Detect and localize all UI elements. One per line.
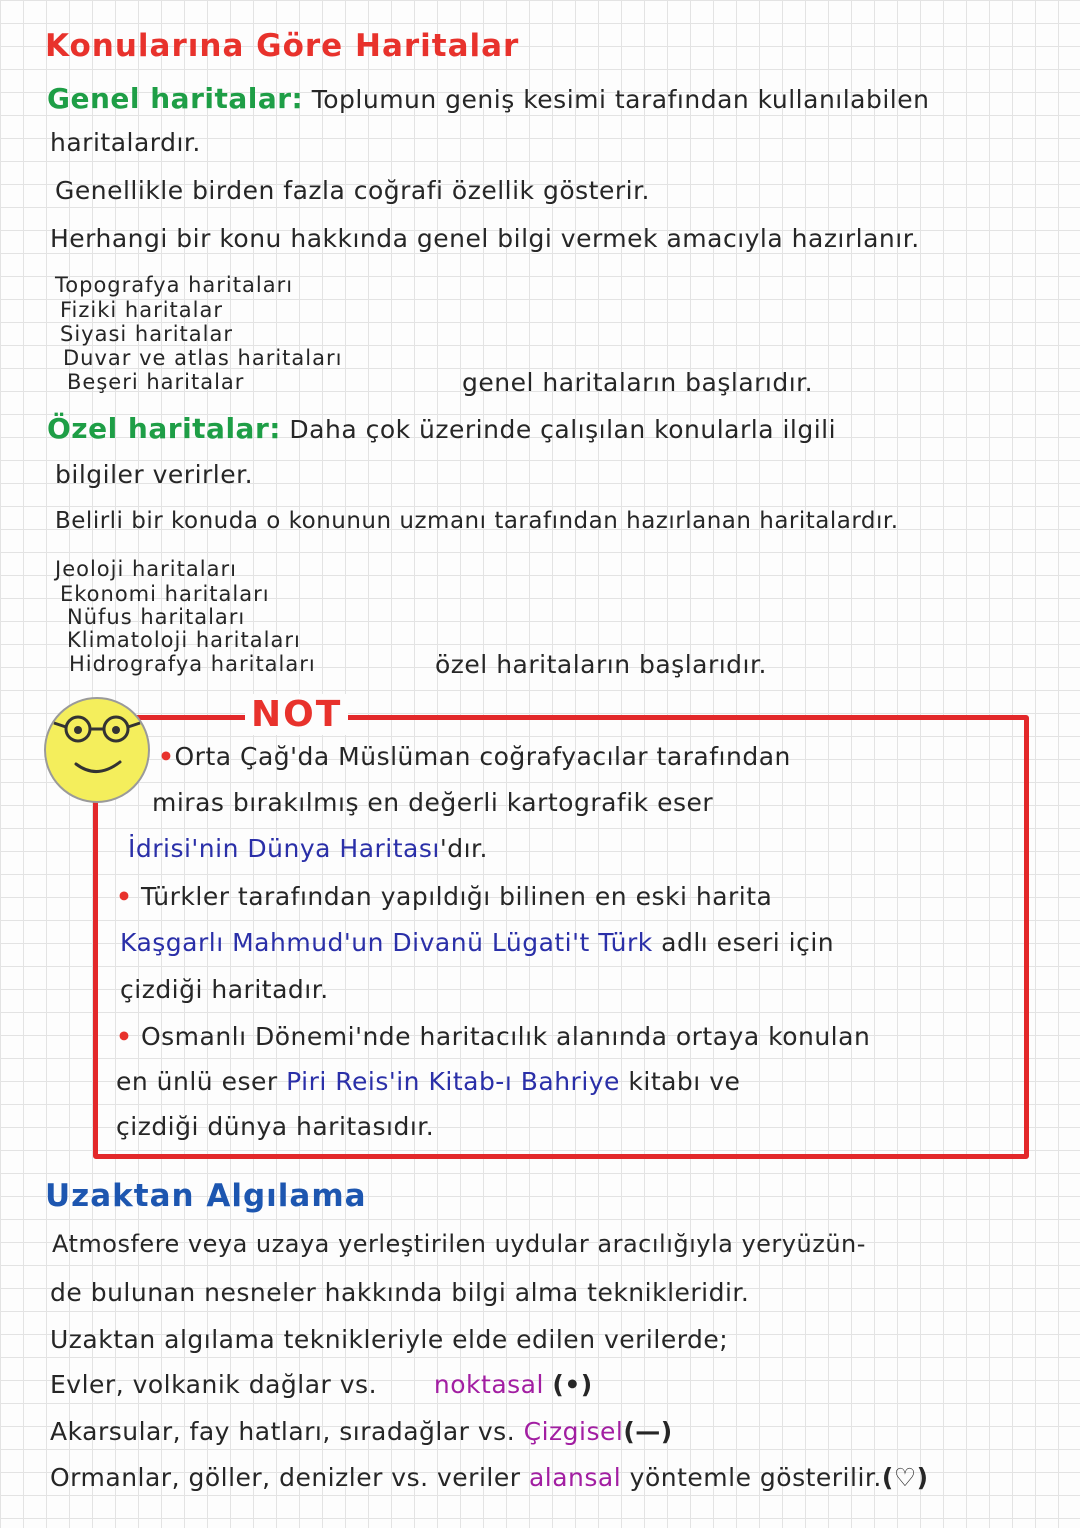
alansal-term: alansal — [528, 1463, 622, 1492]
genel-example: Beşeri haritalar — [67, 370, 245, 394]
note-item-3-line-3: çizdiği dünya haritasıdır. — [116, 1112, 435, 1141]
ozel-line-1 — [47, 412, 836, 445]
note-item-1-suffix: 'dır. — [439, 834, 488, 863]
uzaktan-row-1 — [50, 1370, 593, 1399]
ozel-heading: Özel haritalar: — [47, 412, 281, 445]
uzaktan-line-3: Uzaktan algılama teknikleriyle elde edilen verilerde; — [50, 1325, 729, 1354]
note-item-3-line-1 — [116, 1022, 870, 1051]
note-item-3-highlight: Piri Reis'in Kitab-ı Bahriye — [286, 1067, 620, 1096]
smiley-face-icon — [40, 694, 154, 806]
note-item-3-prefix: en ünlü eser — [116, 1067, 278, 1096]
ozel-summary: özel haritaların başlarıdır. — [435, 650, 767, 679]
ozel-example: Jeoloji haritaları — [55, 557, 237, 581]
note-item-3-rest: kitabı ve — [628, 1067, 741, 1096]
note-item-1-line-3 — [128, 834, 488, 863]
genel-text-2: haritalardır. — [50, 128, 201, 157]
area-symbol-icon: (♡) — [881, 1463, 929, 1492]
note-item-2-rest: adlı eseri için — [661, 928, 835, 957]
note-item-1-text: Orta Çağ'da Müslüman coğrafyacılar tarafından — [174, 742, 791, 771]
note-item-2-line-3: çizdiği haritadır. — [120, 975, 329, 1004]
note-item-2-text: Türkler tarafından yapıldığı bilinen en eski harita — [140, 882, 773, 911]
uzaktan-row-3 — [50, 1463, 929, 1492]
ozel-example: Ekonomi haritaları — [60, 582, 270, 606]
note-item-2-line-2 — [120, 928, 834, 957]
note-item-2-highlight: Kaşgarlı Mahmud'un Divanü Lügati't Türk — [120, 928, 653, 957]
genel-heading: Genel haritalar: — [47, 82, 304, 115]
uzaktan-row-2-text: Akarsular, fay hatları, sıradağlar vs. — [50, 1417, 516, 1446]
cizgisel-term: Çizgisel — [523, 1417, 624, 1446]
ozel-text-1: Daha çok üzerinde çalışılan konularla ilgili — [289, 415, 837, 444]
ozel-example: Hidrografya haritaları — [69, 652, 316, 676]
genel-example: Fiziki haritalar — [60, 298, 223, 322]
genel-summary: genel haritaların başlarıdır. — [462, 368, 814, 397]
uzaktan-heading: Uzaktan Algılama — [45, 1178, 367, 1214]
page-title: Konularına Göre Haritalar — [45, 28, 520, 64]
genel-example: Topografya haritaları — [55, 273, 294, 297]
note-item-1-line-1 — [158, 742, 791, 771]
point-symbol-icon: (•) — [552, 1370, 593, 1399]
genel-text-1: Toplumun geniş kesimi tarafından kullanılabilen — [311, 85, 930, 114]
note-item-3-line-2 — [116, 1067, 740, 1096]
note-title: NOT — [245, 694, 348, 735]
uzaktan-row-1-text: Evler, volkanik dağlar vs. — [50, 1370, 378, 1399]
uzaktan-row-2 — [50, 1417, 673, 1446]
line-symbol-icon: (—) — [623, 1417, 673, 1446]
uzaktan-line-2: de bulunan nesneler hakkında bilgi alma teknikleridir. — [50, 1278, 750, 1307]
genel-line-1 — [47, 82, 929, 115]
genel-line-3: Genellikle birden fazla coğrafi özellik gösterir. — [55, 176, 651, 205]
genel-example: Siyasi haritalar — [60, 322, 233, 346]
ozel-example: Nüfus haritaları — [67, 605, 246, 629]
uzaktan-line-1: Atmosfere veya uzaya yerleştirilen uydular aracılığıyla yeryüzün- — [52, 1230, 866, 1258]
ozel-text-2: bilgiler verirler. — [55, 460, 254, 489]
noktasal-term: noktasal — [433, 1370, 544, 1399]
note-item-1-line-2: miras bırakılmış en değerli kartografik eser — [152, 788, 714, 817]
genel-line-4: Herhangi bir konu hakkında genel bilgi vermek amacıyla hazırlanır. — [50, 224, 920, 253]
note-item-3-text: Osmanlı Dönemi'nde haritacılık alanında ortaya konulan — [140, 1022, 871, 1051]
ozel-line-3: Belirli bir konuda o konunun uzmanı tarafından hazırlanan haritalardır. — [55, 508, 899, 534]
genel-example: Duvar ve atlas haritaları — [63, 346, 343, 370]
uzaktan-row-3-text: Ormanlar, göller, denizler vs. veriler — [50, 1463, 521, 1492]
bullet: • — [158, 742, 175, 771]
note-item-1-highlight: İdrisi'nin Dünya Haritası — [128, 834, 440, 863]
note-item-2-line-1 — [116, 882, 772, 911]
bullet: • — [116, 882, 133, 911]
uzaktan-row-3-rest: yöntemle gösterilir. — [629, 1463, 882, 1492]
bullet: • — [116, 1022, 133, 1051]
ozel-example: Klimatoloji haritaları — [67, 628, 301, 652]
